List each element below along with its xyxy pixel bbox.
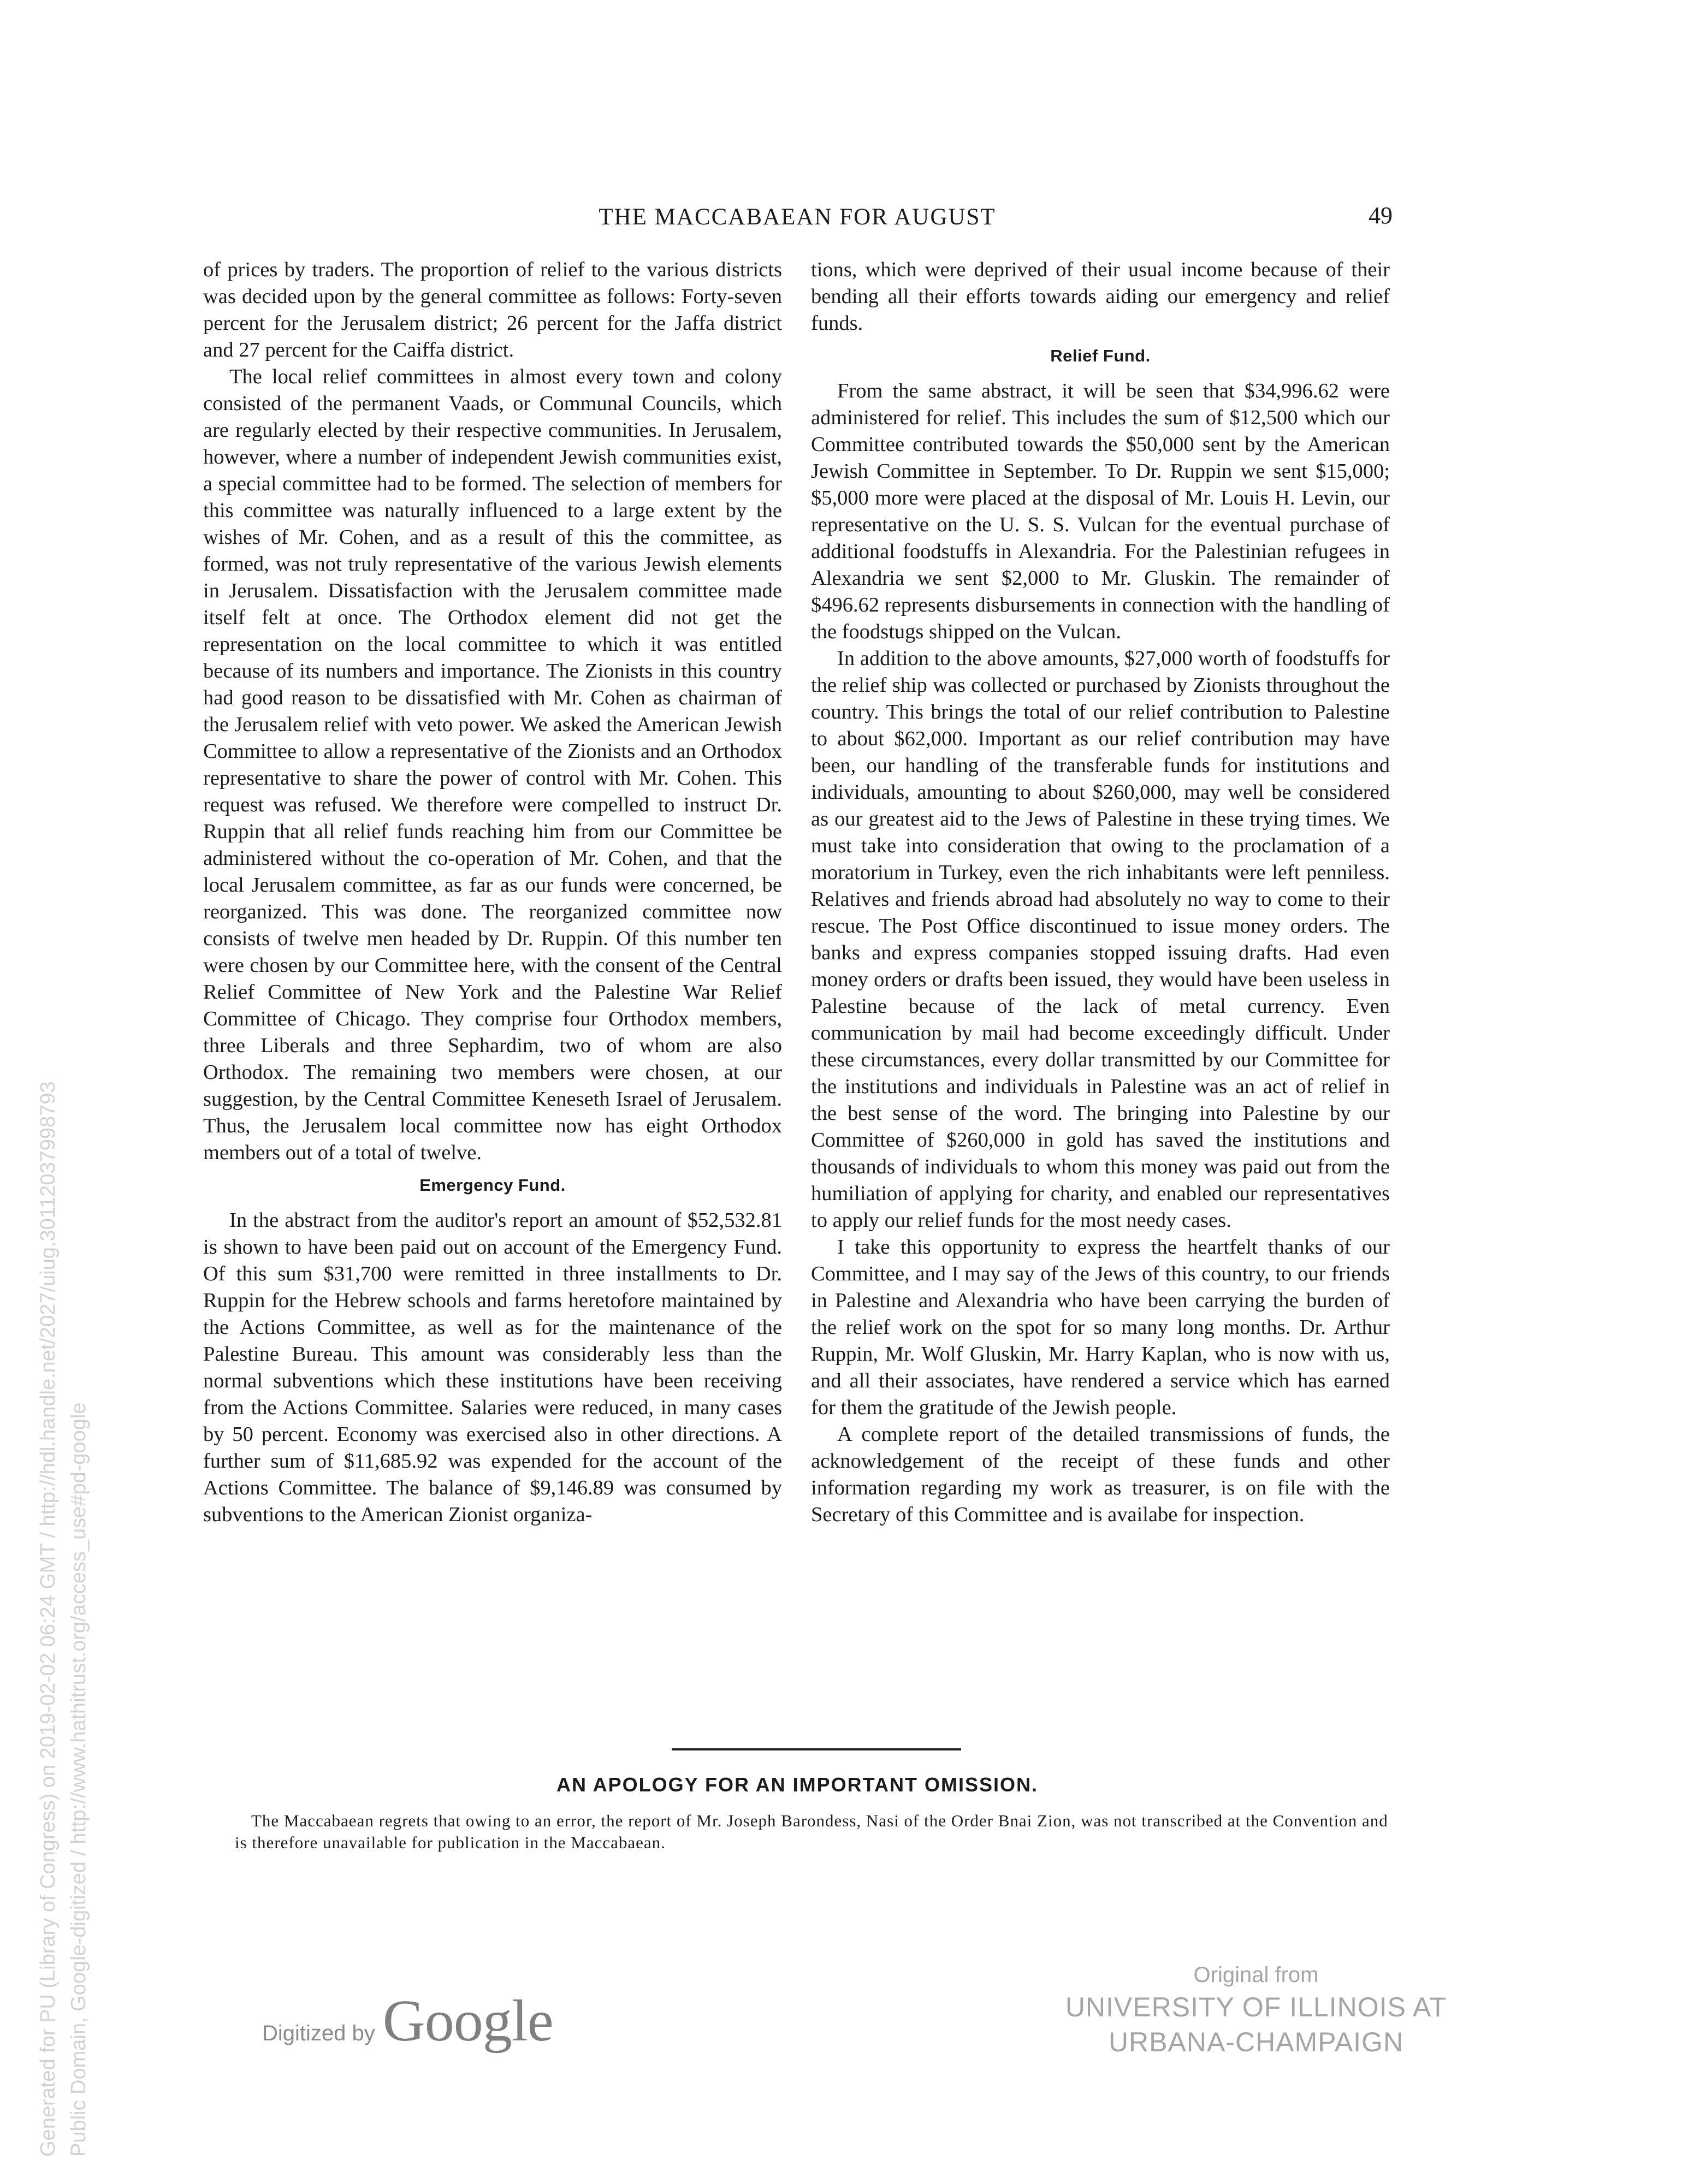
university-name: UNIVERSITY OF ILLINOIS AT — [1065, 1992, 1447, 2022]
original-from-label: Original from — [1193, 1963, 1319, 1987]
paragraph: From the same abstract, it will be seen that $34,996.62 were administered for relief. This includes the sum of $12,500 which our Committee contributed towards the $50,000 sent by the American Jewish Committee in September. To Dr. Ruppin we sent $15,000; $5,000 more were placed at the disposal of Mr. Louis H. Levin, our representative on the U. S. S. Vulcan for the eventual purchase of additional foodstuffs in Alexandria. For the Palestinian refugees in Alexandria we sent $2,000 to Mr. Gluskin. The remainder of $496.62 represents disbursements in connection with the handling of the foodstugs shipped on the Vulcan. — [811, 379, 1390, 643]
watermark-line: Public Domain, Google-digitized / http://www.hathitrust.org/access_use#pd-google — [67, 1402, 90, 2157]
digitized-label: Digitized by — [262, 2021, 375, 2045]
original-source — [1038, 1960, 1474, 2060]
apology-title: AN APOLOGY FOR AN IMPORTANT OMISSION. — [556, 1773, 1038, 1796]
paragraph: of prices by traders. The proportion of relief to the various districts was decided upon by the general committee as follows: Forty-seven percent for the Jerusalem district; 26 percent for the Jaffa district and 27 percent for the Caiffa district. — [203, 258, 782, 361]
paragraph: A complete report of the detailed transmissions of funds, the acknowledgement of the receipt of these funds and other information regarding my work as treasurer, is on file with the Secretary of this Committee and is availabe for inspection. — [811, 1423, 1390, 1526]
google-logo: Google — [382, 1989, 553, 2054]
page-number: 49 — [1369, 202, 1393, 229]
section-divider — [672, 1748, 961, 1750]
university-campus: URBANA-CHAMPAIGN — [1108, 2027, 1404, 2057]
section-heading: Relief Fund. — [1050, 346, 1151, 365]
paragraph: tions, which were deprived of their usual income because of their bending all their efforts towards aiding our emergency and relief funds. — [811, 258, 1390, 335]
digitized-by-google — [262, 1987, 553, 2053]
watermark-line: Generated for PU (Library of Congress) on 2019-02-02 06:24 GMT / http://hdl.handle.net/2027/uiug.30112037998793 — [37, 1081, 60, 2157]
running-header — [202, 199, 1393, 238]
hathitrust-watermark — [33, 1081, 94, 2157]
section-heading: Emergency Fund. — [419, 1176, 566, 1195]
paragraph: In addition to the above amounts, $27,000 worth of foodstuffs for the relief ship was collected or purchased by Zionists throughout the country. This brings the total of our relief contribution to Palestine to about $62,000. Important as our relief contribution may have been, our handling of the transferable funds for institutions and individuals, amounting to about $260,000, may well be considered as our greatest aid to the Jews of Palestine in these trying times. We must take into consideration that owing to the proclamation of a moratorium in Turkey, even the rich inhabitants were left penniless. Relatives and friends abroad had absolutely no way to come to their rescue. The Post Office discontinued to issue money orders. The banks and express companies stopped issuing drafts. Had even money orders or drafts been issued, they would have been useless in Palestine because of the lack of metal currency. Even communication by mail had become exceedingly difficult. Under these circumstances, every dollar transmitted by our Committee for the institutions and individuals in Palestine was an act of relief in the best sense of the word. The bringing into Palestine by our Committee of $260,000 in gold has saved the institutions and thousands of individuals to whom this money was paid out from the humiliation of applying for charity, and enabled our representatives to apply our relief funds for the most needy cases. — [811, 647, 1390, 1232]
apology-notice — [235, 1810, 1393, 1854]
right-column — [811, 257, 1390, 1528]
paragraph: The local relief committees in almost every town and colony consisted of the permanent Vaads, or Communal Councils, which are regularly elected by their respective communities. In Jerusalem, however, where a number of independent Jewish communities exist, a special committee had to be formed. The selection of members for this committee was naturally influenced to a large extent by the wishes of Mr. Cohen, and as a result of this the committee, as formed, was not truly representative of the various Jewish elements in Jerusalem. Dissatisfaction with the Jerusalem committee made itself felt at once. The Orthodox element did not get the representation on the local committee to which it was entitled because of its numbers and importance. The Zionists in this country had good reason to be dissatisfied with Mr. Cohen as chairman of the Jerusalem relief with veto power. We asked the American Jewish Committee to allow a representative of the Zionists and an Orthodox representative to share the power of control with Mr. Cohen. This request was refused. We therefore were compelled to instruct Dr. Ruppin that all relief funds reaching him from our Committee be administered without the co-operation of Mr. Cohen, and that the local Jerusalem committee, as far as our funds were concerned, be reorganized. This was done. The reorganized committee now consists of twelve men headed by Dr. Ruppin. Of this number ten were chosen by our Committee here, with the consent of the Central Relief Committee of New York and the Palestine War Relief Committee of Chicago. They comprise four Orthodox members, three Liberals and three Sephardim, two of whom are also Orthodox. The remaining two members were chosen, at our suggestion, by the Central Committee Keneseth Israel of Jerusalem. Thus, the Jerusalem local committee now has eight Orthodox members out of a total of twelve. — [203, 365, 782, 1164]
left-column — [203, 257, 782, 1528]
paragraph: In the abstract from the auditor's report an amount of $52,532.81 is shown to have been paid out on account of the Emergency Fund. Of this sum $31,700 were remitted in three installments to Dr. Ruppin for the Hebrew schools and farms heretofore maintained by the Actions Committee, as well as for the maintenance of the Palestine Bureau. This amount was considerably less than the normal subventions which these institutions have been receiving from the Actions Committee. Salaries were reduced, in many cases by 50 percent. Economy was exercised also in other directions. A further sum of $11,685.92 was expended for the account of the Actions Committee. The balance of $9,146.89 was consumed by subventions to the American Zionist organiza- — [203, 1209, 782, 1526]
paragraph: I take this opportunity to express the heartfelt thanks of our Committee, and I may say of the Jews of this country, to our friends in Palestine and Alexandria who have been carrying the burden of the relief work on the spot for so many long months. Dr. Arthur Ruppin, Mr. Wolf Gluskin, Mr. Harry Kaplan, who is now with us, and all their associates, have rendered a service which has earned for them the gratitude of the Jewish people. — [811, 1236, 1390, 1419]
running-title: THE MACCABAEAN FOR AUGUST — [599, 204, 996, 230]
apology-text: The Maccabaean regrets that owing to an error, the report of Mr. Joseph Barondess, Nasi of the Order Bnai Zion, was not transcribed at the Convention and is therefore unavailable for publication in the Maccabaean. — [235, 1811, 1388, 1852]
